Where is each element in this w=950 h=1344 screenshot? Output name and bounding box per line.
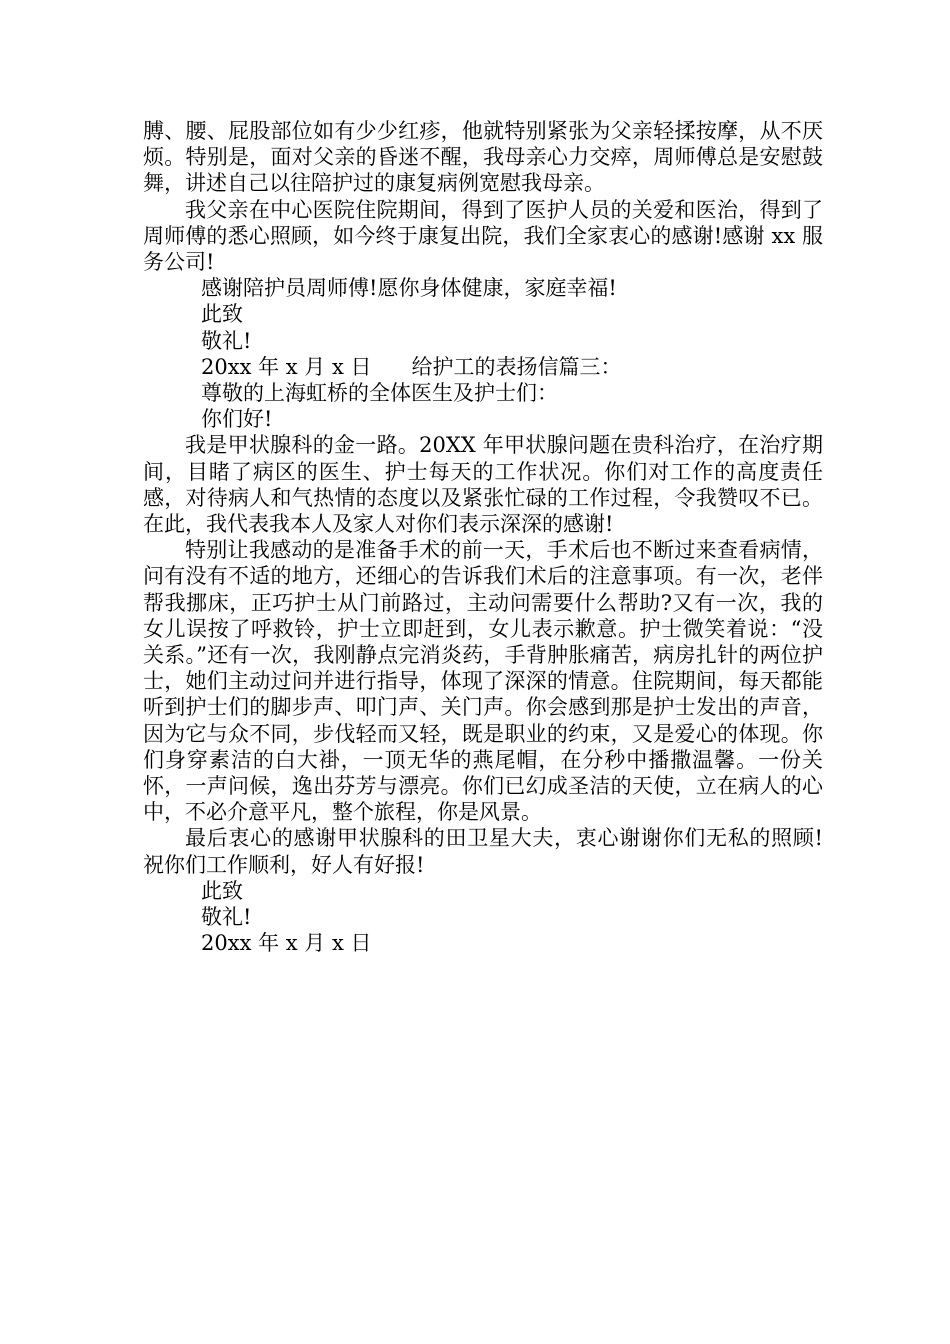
salute-2: 敬礼! — [201, 905, 252, 930]
paragraph-final-thanks: 最后衷心的感谢甲状腺科的田卫星大夫，衷心谢谢你们无私的照顾!祝你们工作顺利，好人有好报! — [143, 826, 823, 877]
thanks-line: 感谢陪护员周师傅!愿你身体健康，家庭幸福! — [201, 276, 617, 301]
paragraph-nurse-care: 特别让我感动的是准备手术的前一天，手术后也不断过来查看病情，问有没有不适的地方，还细心的告诉我们术后的注意事项。有一次，老伴帮我挪床，正巧护士从门前路过，主动问需要什么帮助?又有一次，我的女儿误按了呼救铃，护士立即赶到，女儿表示歉意。护士微笑着说：“没关系。”还有一次，我刚静点完消炎药，手背肿胀痛苦，病房扎针的两位护士，她们主动过问并进行指导，体现了深深的情意。住院期间，每天都能听到护士们的脚步声、叩门声、关门声。你会感到那是护士发出的声音，因为它与众不同，步伐轻而又轻，既是职业的约束，又是爱心的体现。你们身穿素洁的白大褂，一顶无华的燕尾帽，在分秒中播撒温馨。一份关怀，一声问候，逸出芬芳与漂亮。你们已幻成圣洁的天使，立在病人的心中，不必介意平凡，整个旅程，你是风景。 — [143, 538, 823, 825]
greeting-recipients: 尊敬的上海虹桥的全体医生及护士们： — [201, 381, 558, 406]
section-title: 给护工的表扬信篇三： — [411, 354, 622, 379]
closing-1: 此致 — [201, 302, 243, 327]
date-2: 20xx 年 x 月 x 日 — [201, 931, 372, 956]
date-1: 20xx 年 x 月 x 日 — [201, 354, 372, 379]
paragraph-hospital-thanks: 我父亲在中心医院住院期间，得到了医护人员的关爱和医治，得到了周师傅的悉心照顾，如今终于康复出院，我们全家衷心的感谢!感谢 xx 服务公司! — [143, 197, 823, 275]
date-and-section-title — [143, 354, 823, 380]
paragraph-continued: 膊、腰、屁股部位如有少少红疹，他就特别紧张为父亲轻揉按摩，从不厌烦。特别是，面对父亲的昏迷不醒，我母亲心力交瘁，周师傅总是安慰鼓舞，讲述自己以往陪护过的康复病例宽慰我母亲。 — [143, 119, 823, 196]
paragraph-introduction: 我是甲状腺科的金一路。20XX 年甲状腺问题在贵科治疗，在治疗期间，目睹了病区的医生、护士每天的工作状况。你们对工作的高度责任感，对待病人和气热情的态度以及紧张忙碌的工作过程，令我赞叹不已。在此，我代表我本人及家人对你们表示深深的感谢! — [143, 433, 823, 537]
greeting-hello: 你们好! — [201, 407, 273, 432]
salute-1: 敬礼! — [201, 328, 252, 353]
closing-2: 此致 — [201, 878, 243, 903]
letter-body — [143, 118, 823, 957]
